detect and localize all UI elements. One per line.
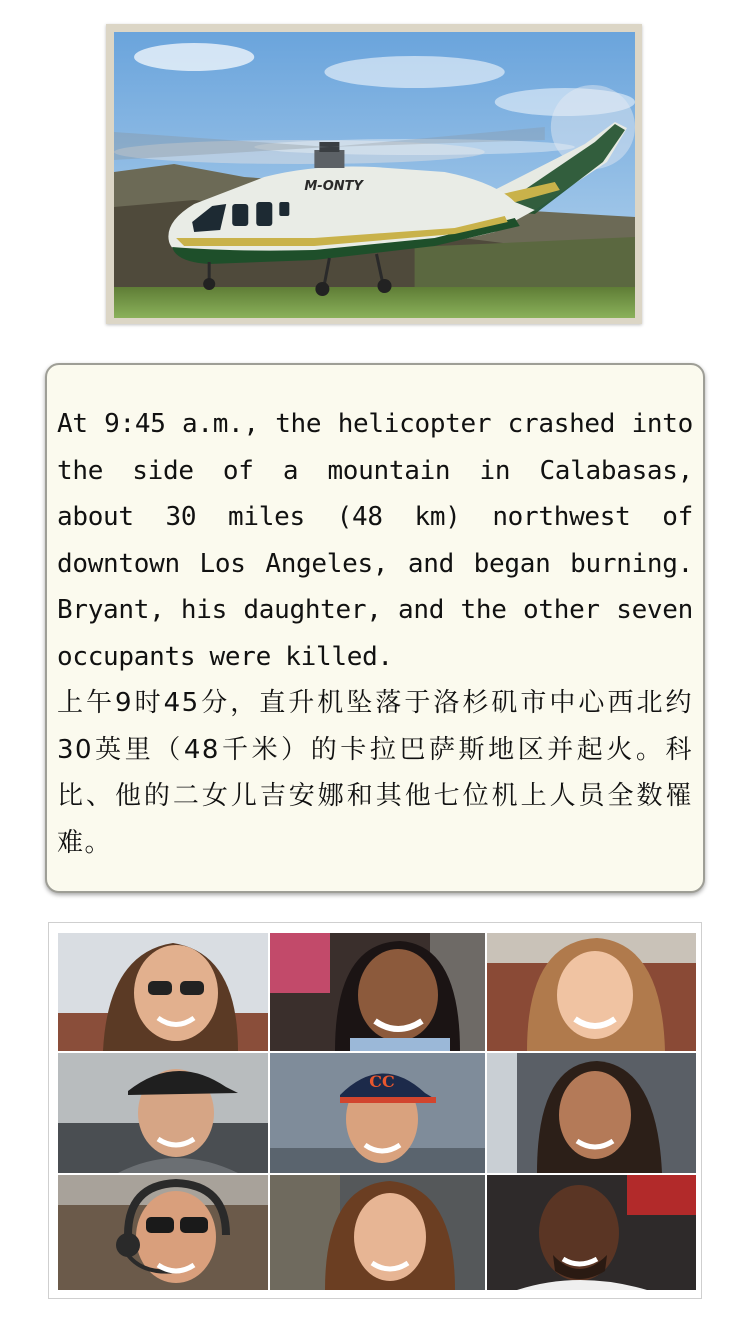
helicopter-photo-frame	[106, 24, 642, 324]
portrait-man-beard	[487, 1175, 696, 1290]
caption-english: At 9:45 a.m., the helicopter crashed into the side of a mountain in Calabasas, about 30 miles (48 km) northwest of downtown Los Angeles, and began burning. Bryant, his daughter, and the other seven occupants were killed.	[57, 409, 693, 672]
cap-lettering: CC	[369, 1072, 395, 1091]
portrait-woman-dark-hair	[487, 1053, 696, 1173]
helicopter-photo	[114, 32, 635, 318]
portrait-girl-long-hair	[270, 1175, 485, 1290]
portrait-woman-sunglasses	[58, 933, 268, 1051]
helicopter-registration: M-ONTY	[304, 179, 363, 194]
portrait-woman-cap	[58, 1053, 268, 1173]
caption-chinese: 上午9时45分，直升机坠落于洛杉矶市中心西北约30英里（48千米）的卡拉巴萨斯地区并起火。科比、他的二女儿吉安娜和其他七位机上人员全数罹难。	[57, 688, 693, 858]
portrait-pilot-headset	[58, 1175, 268, 1290]
portrait-girl-braids	[270, 933, 485, 1051]
victims-photo-grid	[48, 922, 702, 1299]
caption-card	[45, 363, 705, 893]
portrait-man-baseball-cap	[270, 1053, 485, 1173]
portrait-girl-smiling	[487, 933, 696, 1051]
